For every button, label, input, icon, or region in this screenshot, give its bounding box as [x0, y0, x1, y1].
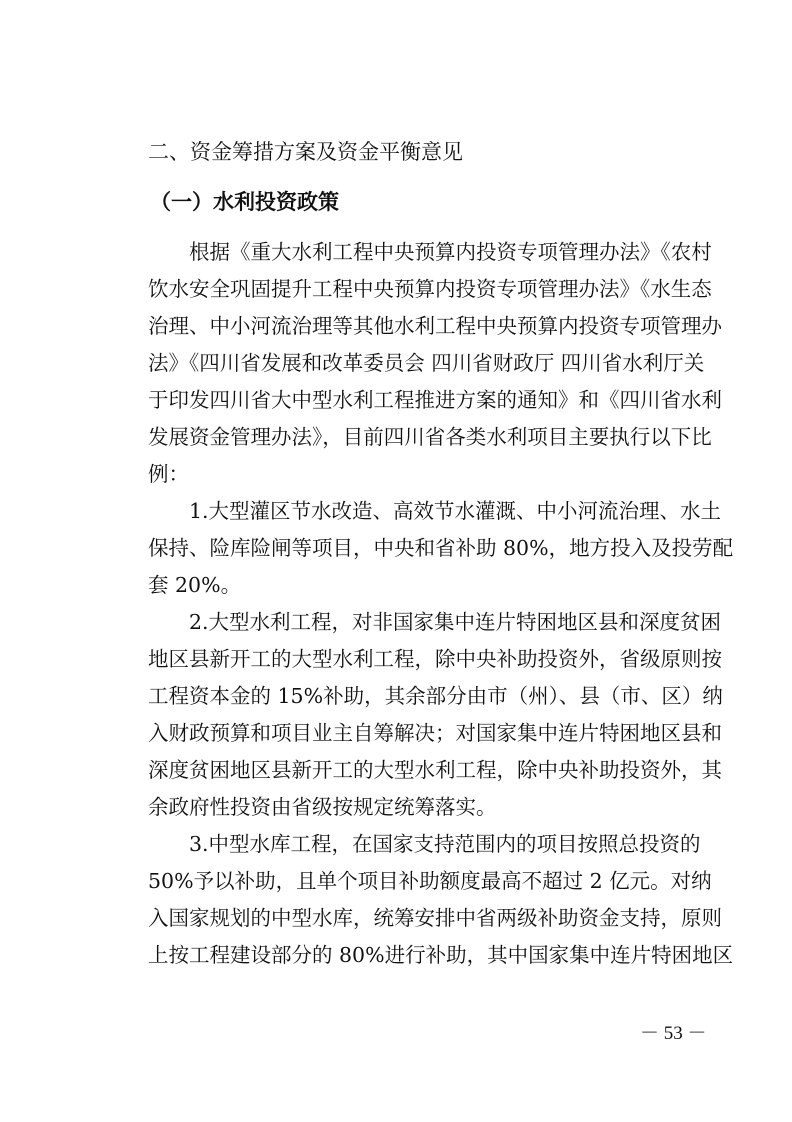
paragraph: [148, 493, 734, 604]
text-line: 3.中型水库工程，在国家支持范围内的项目按照总投资的: [148, 832, 701, 856]
text-line: 余政府性投资由省级按规定统筹落实。: [148, 795, 497, 819]
text-line: 上按工程建设部分的 80%进行补助，其中国家集中连片特困地区: [148, 943, 734, 967]
text-line: 根据《重大水利工程中央预算内投资专项管理办法》《农村: [148, 240, 712, 264]
text-line: 发展资金管理办法》，目前四川省各类水利项目主要执行以下比: [148, 425, 712, 449]
text-line: 入国家规划的中型水库，统筹安排中省两级补助资金支持，原则: [148, 906, 722, 930]
text-line: 50%予以补助，且单个项目补助额度最高不超过 2 亿元。对纳: [148, 869, 712, 893]
section-heading: 二、资金筹措方案及资金平衡意见: [148, 140, 463, 164]
paragraph: [148, 234, 722, 493]
text-line: 例：: [148, 462, 189, 486]
paragraph: [148, 604, 723, 826]
paragraph: [148, 826, 734, 974]
text-line: 入财政预算和项目业主自筹解决；对国家集中连片特困地区县和: [148, 721, 722, 745]
text-line: 治理、中小河流治理等其他水利工程中央预算内投资专项管理办: [148, 314, 722, 338]
document-body: [148, 234, 734, 974]
page-number: － 53 －: [640, 1023, 707, 1044]
text-line: 工程资本金的 15%补助，其余部分由市（州）、县（市、区）纳: [148, 684, 723, 708]
text-line: 于印发四川省大中型水利工程推进方案的通知》和《四川省水利: [148, 388, 722, 412]
text-line: 深度贫困地区县新开工的大型水利工程，除中央补助投资外，其: [148, 758, 722, 782]
text-line: 地区县新开工的大型水利工程，除中央补助投资外，省级原则按: [148, 647, 722, 671]
subsection-heading: （一）水利投资政策: [150, 189, 339, 214]
text-line: 2.大型水利工程，对非国家集中连片特困地区县和深度贫困: [148, 610, 722, 634]
text-line: 保持、险库险闸等项目，中央和省补助 80%，地方投入及投劳配: [148, 536, 734, 560]
text-line: 饮水安全巩固提升工程中央预算内投资专项管理办法》《水生态: [148, 277, 712, 301]
text-line: 套 20%。: [148, 573, 242, 597]
text-line: 法》《四川省发展和改革委员会 四川省财政厅 四川省水利厅关: [148, 351, 705, 375]
text-line: 1.大型灌区节水改造、高效节水灌溉、中小河流治理、水土: [148, 499, 722, 523]
